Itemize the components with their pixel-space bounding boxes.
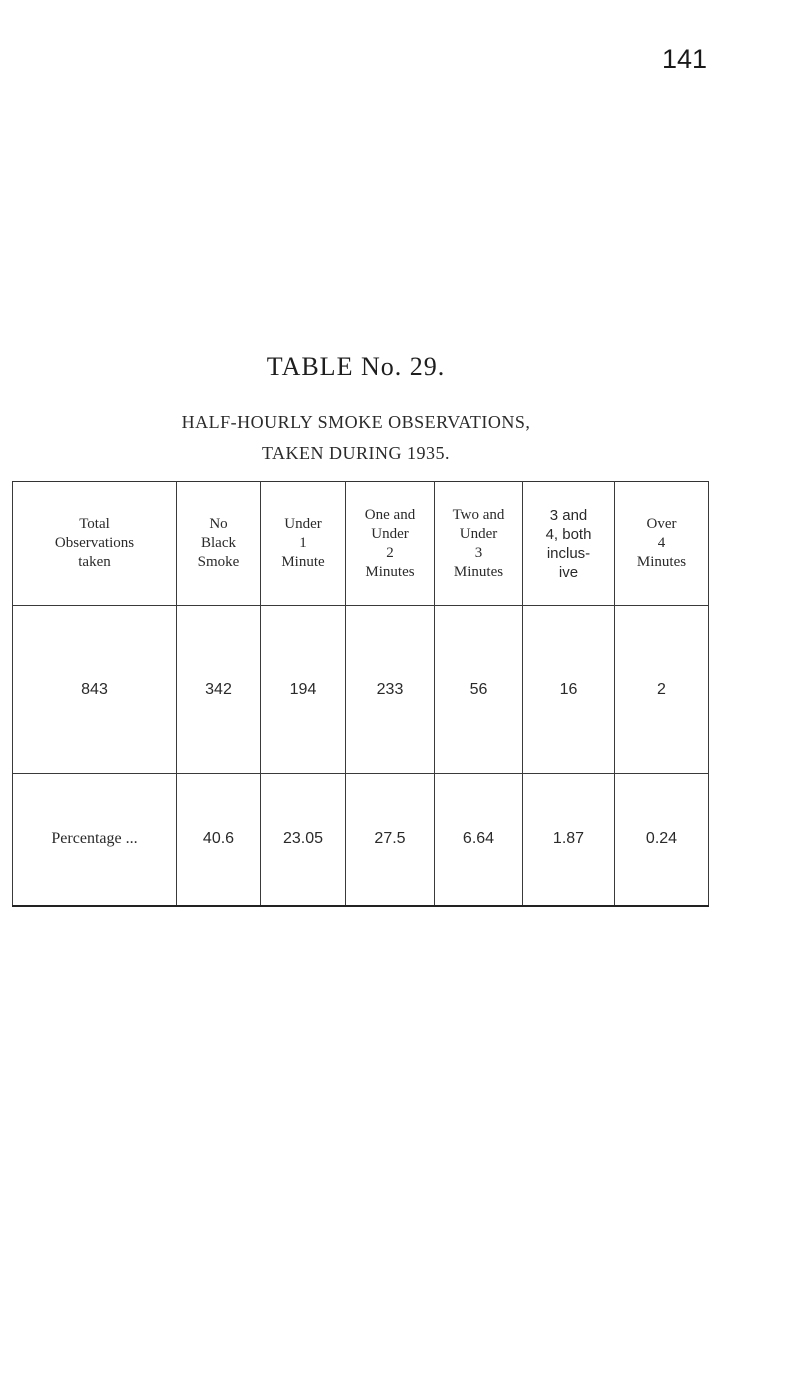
header-3-and-4-inclusive: 3 and 4, both inclus- ive — [523, 482, 615, 606]
page-number: 141 — [662, 44, 708, 74]
cell-pct-one-and-under-2-minutes: 27.5 — [346, 774, 435, 906]
table-title: TABLE No. 29. — [266, 352, 446, 381]
cell-pct-3-and-4-inclusive: 1.87 — [523, 774, 615, 906]
header-one-and-under-2-minutes: One and Under 2 Minutes — [346, 482, 435, 606]
cell-3-and-4-inclusive: 16 — [523, 606, 615, 774]
table-header-row — [13, 482, 709, 606]
table-row-percentage — [13, 774, 709, 906]
cell-pct-over-4-minutes: 0.24 — [615, 774, 709, 906]
cell-pct-two-and-under-3-minutes: 6.64 — [435, 774, 523, 906]
cell-two-and-under-3-minutes: 56 — [435, 606, 523, 774]
header-no-black-smoke: No Black Smoke — [177, 482, 261, 606]
table-subtitle-line-1: HALF-HOURLY SMOKE OBSERVATIONS, — [181, 412, 531, 432]
cell-percentage-label: Percentage ... — [13, 774, 177, 906]
cell-pct-under-1-minute: 23.05 — [261, 774, 346, 906]
table-row-counts — [13, 606, 709, 774]
header-under-1-minute: Under 1 Minute — [261, 482, 346, 606]
header-total-observations: Total Observations taken — [13, 482, 177, 606]
cell-no-black-smoke: 342 — [177, 606, 261, 774]
cell-pct-no-black-smoke: 40.6 — [177, 774, 261, 906]
cell-over-4-minutes: 2 — [615, 606, 709, 774]
smoke-observations-table — [12, 481, 709, 907]
table-subtitle-line-2: TAKEN DURING 1935. — [261, 443, 451, 463]
header-over-4-minutes: Over 4 Minutes — [615, 482, 709, 606]
header-two-and-under-3-minutes: Two and Under 3 Minutes — [435, 482, 523, 606]
cell-one-and-under-2-minutes: 233 — [346, 606, 435, 774]
cell-under-1-minute: 194 — [261, 606, 346, 774]
cell-total-observations: 843 — [13, 606, 177, 774]
